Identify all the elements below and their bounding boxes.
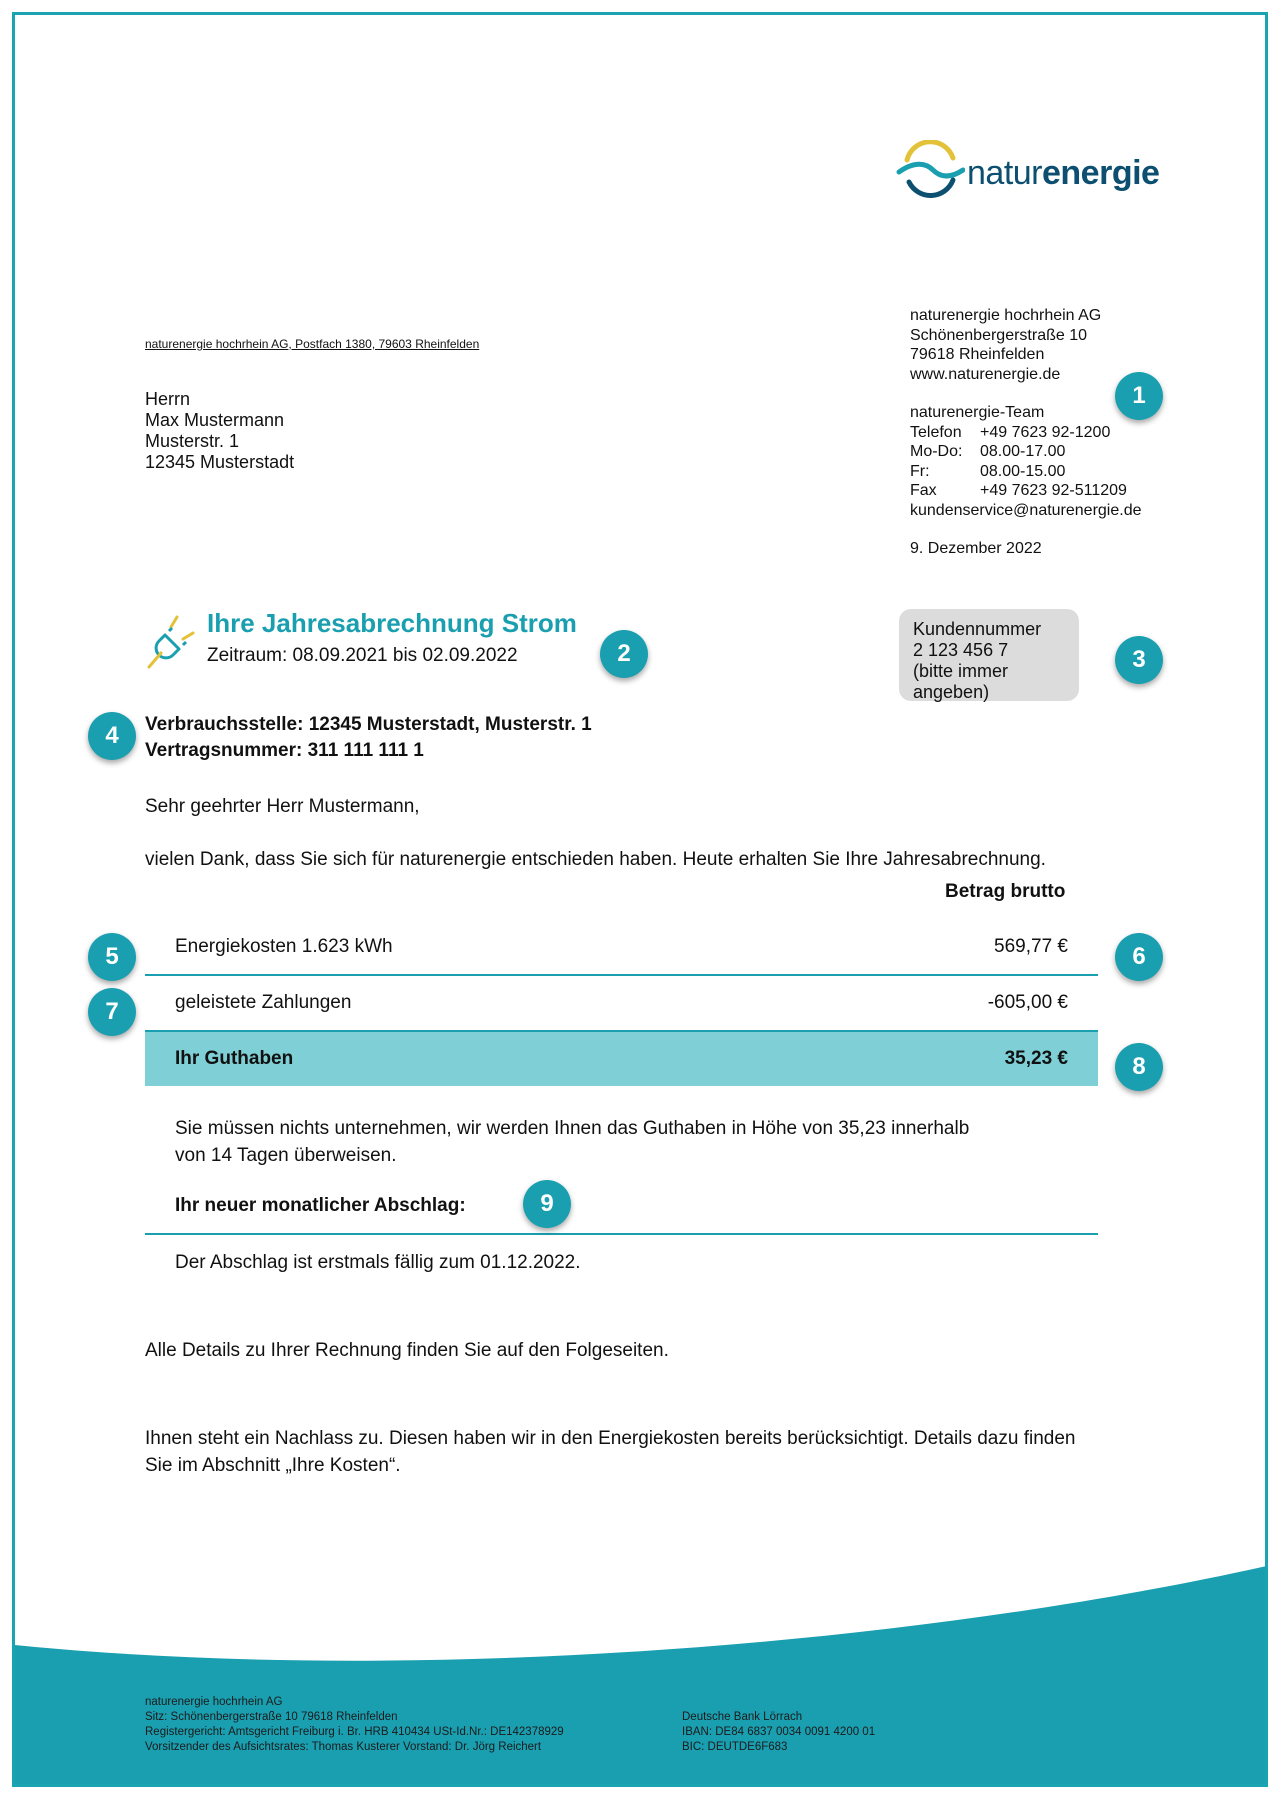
contact-row-phone: Telefon +49 7623 92-1200	[910, 423, 1111, 441]
recipient-city: 12345 Musterstadt	[145, 452, 295, 472]
customer-number-value: 2 123 456 7	[913, 640, 1009, 660]
footer-line: Registergericht: Amtsgericht Freiburg i. Br. HRB 410434 USt-Id.Nr.: DE142378929	[145, 1726, 564, 1738]
table-row-payments	[145, 976, 1098, 1032]
row-label: Ihr Guthaben	[175, 1048, 294, 1069]
credit-note-line: von 14 Tagen überweisen.	[175, 1145, 397, 1166]
monthly-installment-heading: Ihr neuer monatlicher Abschlag:	[175, 1195, 466, 1216]
footer-line: BIC: DEUTDE6F683	[682, 1741, 788, 1753]
bill-title: Ihre Jahresabrechnung Strom	[207, 608, 577, 638]
customer-number-box	[899, 609, 1079, 701]
callout-badge-5: 5	[88, 933, 136, 981]
footer-line: Sitz: Schönenbergerstraße 10 79618 Rheinfelden	[145, 1711, 398, 1723]
billing-period: Zeitraum: 08.09.2021 bis 02.09.2022	[207, 645, 518, 666]
table-row-energy-costs	[145, 920, 1098, 976]
footer-company-info	[145, 1695, 564, 1755]
amounts-table	[145, 920, 1098, 1086]
contact-block	[910, 306, 1142, 559]
callout-badge-1: 1	[1115, 372, 1163, 420]
recipient-address	[145, 389, 294, 473]
row-label: Energiekosten 1.623 kWh	[175, 936, 393, 957]
company-name: naturenergie hochrhein AG	[910, 307, 1102, 324]
contact-row-fax: Fax +49 7623 92-511209	[910, 482, 1127, 499]
callout-badge-9: 9	[523, 1180, 571, 1228]
table-row-credit	[145, 1032, 1098, 1086]
row-value: -605,00 €	[987, 992, 1068, 1013]
plug-icon	[143, 613, 201, 671]
divider	[145, 1233, 1098, 1235]
details-text: Alle Details zu Ihrer Rechnung finden Sie auf den Folgeseiten.	[145, 1340, 669, 1361]
footer-line: Vorsitzender des Aufsichtsrates: Thomas Kusterer Vorstand: Dr. Jörg Reichert	[145, 1741, 542, 1753]
team-name: naturenergie-Team	[910, 404, 1045, 421]
callout-badge-6: 6	[1115, 933, 1163, 981]
credit-note-line: Sie müssen nichts unternehmen, wir werden Ihnen das Guthaben in Höhe von 35,23 innerhalb	[175, 1118, 970, 1139]
recipient-street: Musterstr. 1	[145, 431, 240, 451]
callout-badge-3: 3	[1115, 636, 1163, 684]
footer-line: IBAN: DE84 6837 0034 0091 4200 01	[682, 1726, 876, 1738]
discount-text-line: Ihnen steht ein Nachlass zu. Diesen haben wir in den Energiekosten bereits berücksichtigt. Details dazu finden	[145, 1428, 1076, 1449]
footer-line: Deutsche Bank Lörrach	[682, 1711, 803, 1723]
amount-column-header: Betrag brutto	[945, 881, 1066, 902]
consumption-point: Verbrauchsstelle: 12345 Musterstadt, Musterstr. 1	[145, 714, 592, 735]
installment-due-text: Der Abschlag ist erstmals fällig zum 01.12.2022.	[175, 1252, 581, 1273]
letter-page	[12, 12, 1268, 1787]
callout-badge-8: 8	[1115, 1043, 1163, 1091]
callout-badge-7: 7	[88, 988, 136, 1036]
letter-date: 9. Dezember 2022	[910, 540, 1042, 557]
customer-number-label: Kundennummer	[913, 619, 1042, 639]
contract-number: Vertragsnummer: 311 111 111 1	[145, 740, 424, 761]
company-city: 79618 Rheinfelden	[910, 346, 1045, 363]
callout-badge-4: 4	[88, 712, 136, 760]
customer-number-hint: (bitte immer angeben)	[913, 661, 1009, 702]
logo-wordmark: naturenergie	[967, 154, 1160, 192]
callout-badge-2: 2	[600, 630, 648, 678]
contact-row-fr: Fr: 08.00-15.00	[910, 462, 1066, 480]
footer-line: naturenergie hochrhein AG	[145, 1696, 283, 1708]
contact-email-link[interactable]: kundenservice@naturenergie.de	[910, 501, 1142, 519]
recipient-salutation: Herrn	[145, 389, 191, 409]
footer-bank-info	[682, 1710, 875, 1755]
contact-row-mo-do: Mo-Do: 08.00-17.00	[910, 443, 1066, 460]
row-value: 569,77 €	[994, 936, 1068, 957]
row-label: geleistete Zahlungen	[175, 992, 352, 1013]
naturenergie-logo	[895, 140, 1195, 210]
consumption-point-block	[145, 712, 592, 764]
recipient-name: Max Mustermann	[145, 410, 285, 430]
intro-text: vielen Dank, dass Sie sich für naturenergie entschieden haben. Heute erhalten Sie Ihre Jahresabrechnung.	[145, 849, 1046, 870]
logo-wave-icon	[895, 140, 965, 200]
company-website-link[interactable]: www.naturenergie.de	[910, 365, 1061, 383]
company-street: Schönenbergerstraße 10	[910, 326, 1087, 344]
credit-note	[175, 1115, 969, 1169]
discount-text-line: Sie im Abschnitt „Ihre Kosten“.	[145, 1455, 401, 1476]
row-value: 35,23 €	[1004, 1048, 1068, 1069]
discount-text	[145, 1425, 1075, 1479]
greeting: Sehr geehrter Herr Mustermann,	[145, 796, 420, 817]
sender-return-address: naturenergie hochrhein AG, Postfach 1380, 79603 Rheinfelden	[145, 337, 480, 351]
